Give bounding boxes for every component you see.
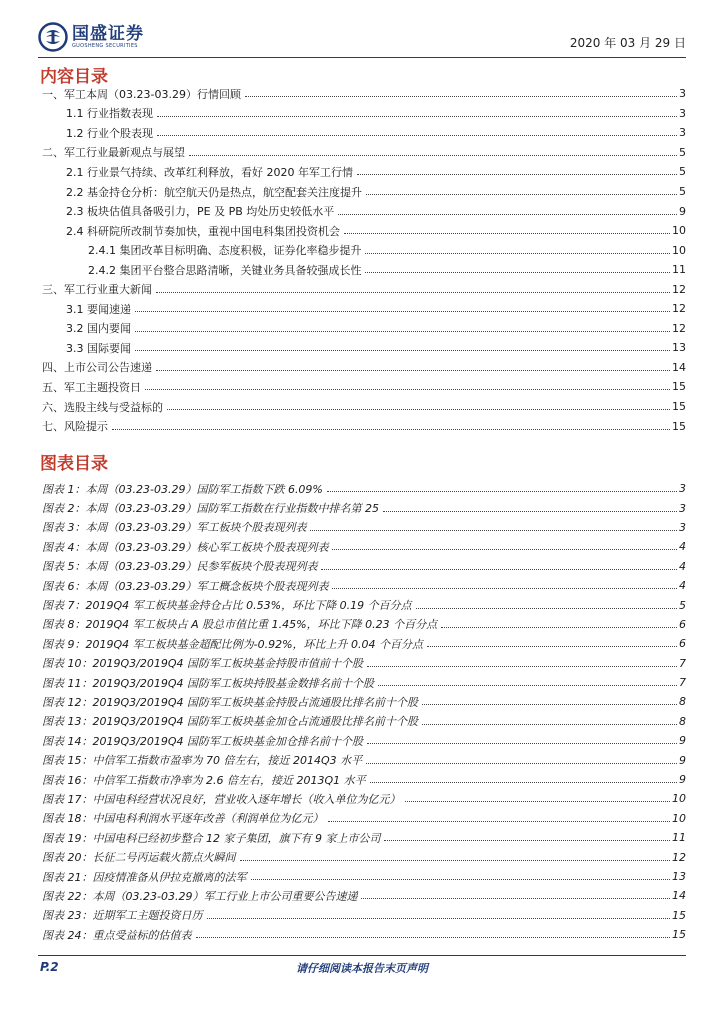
leader-dots — [135, 350, 670, 351]
page-number: P.2 — [40, 960, 59, 974]
leader-dots — [145, 389, 670, 390]
toc-item[interactable] — [40, 84, 686, 104]
toc-item-title: 2.4.2 集团平台整合思路清晰，关键业务具备较强成长性 — [88, 263, 362, 277]
footer-disclaimer: 请仔细阅读本报告末页声明 — [296, 962, 428, 975]
toc-item[interactable] — [40, 358, 686, 378]
toc-item-title: 2.4.1 集团改革目标明确、态度积极，证券化率稳步提升 — [88, 244, 362, 258]
figure-item-title: 图表 22：本周（03.23-03.29）军工行业上市公司重要公告速递 — [42, 889, 358, 903]
toc-title: 内容目录 — [40, 67, 108, 87]
toc-item-page: 10 — [672, 224, 686, 238]
figure-item-title: 图表 12：2019Q3/2019Q4 国防军工板块基金持股占流通股比排名前十个股 — [42, 695, 418, 709]
figure-item-title: 图表 10：2019Q3/2019Q4 国防军工板块基金持股市值前十个股 — [42, 657, 363, 671]
leader-dots — [378, 685, 677, 686]
figure-item-page: 7 — [679, 656, 686, 670]
report-date: 2020 年 03 月 29 日 — [569, 36, 686, 50]
figure-item-page: 3 — [679, 520, 686, 534]
leader-dots — [384, 840, 670, 841]
figure-item-page: 12 — [672, 850, 686, 864]
toc-item[interactable] — [40, 240, 686, 260]
figure-list-item[interactable] — [40, 731, 686, 750]
leader-dots — [157, 135, 677, 136]
figure-item-page: 10 — [672, 792, 686, 806]
toc-item[interactable] — [40, 123, 686, 143]
toc-item[interactable] — [40, 104, 686, 124]
leader-dots — [370, 782, 677, 783]
toc-item-title: 3.2 国内要闻 — [66, 322, 131, 336]
leader-dots — [135, 331, 670, 332]
leader-dots — [251, 879, 671, 880]
figure-item-page: 14 — [672, 889, 686, 903]
leader-dots — [367, 666, 677, 667]
toc-item-page: 5 — [679, 185, 686, 198]
toc-item-title: 3.3 国际要闻 — [66, 341, 131, 355]
figure-item-page: 4 — [679, 579, 686, 593]
leader-dots — [361, 898, 670, 899]
figure-list-item[interactable] — [40, 634, 686, 653]
toc-item[interactable] — [40, 416, 686, 436]
leader-dots — [344, 233, 670, 234]
company-logo — [38, 20, 144, 54]
leader-dots — [157, 116, 677, 117]
toc-item-title: 1.2 行业个股表现 — [66, 126, 153, 140]
leader-dots — [240, 860, 671, 861]
page-header — [38, 20, 686, 54]
leader-dots — [189, 155, 677, 156]
leader-dots — [365, 272, 670, 273]
toc-item-page: 15 — [672, 400, 686, 414]
figure-item-page: 3 — [679, 482, 686, 496]
toc-item-title: 六、选股主线与受益标的 — [42, 400, 163, 414]
toc-item[interactable] — [40, 143, 686, 163]
toc-item-page: 15 — [672, 380, 686, 394]
figure-item-title: 图表 24：重点受益标的估值表 — [42, 928, 192, 942]
toc-item[interactable] — [40, 260, 686, 280]
figure-item-title: 图表 8：2019Q4 军工板块占 A 股总市值比重 1.45%，环比下降 0.23 个百分点 — [42, 618, 438, 632]
leader-dots — [405, 801, 671, 802]
toc-item-title: 一、军工本周（03.23-03.29）行情回顾 — [42, 87, 241, 101]
figure-item-title: 图表 15：中信军工指数市盈率为 70 倍左右，接近 2014Q3 水平 — [42, 754, 363, 768]
figure-item-page: 8 — [679, 695, 686, 709]
leader-dots — [328, 821, 671, 822]
toc-item-page: 5 — [679, 145, 686, 159]
leader-dots — [156, 370, 670, 371]
toc-item-title: 2.2 基金持仓分析：航空航天仍是热点，航空配套关注度提升 — [66, 185, 362, 199]
figure-item-page: 3 — [679, 501, 686, 515]
toc-item[interactable] — [40, 338, 686, 358]
figure-list-item[interactable] — [40, 925, 686, 944]
figure-list-item[interactable] — [40, 673, 686, 692]
toc-item-page: 15 — [672, 419, 686, 433]
toc-item-page: 11 — [672, 263, 686, 277]
figure-list-item[interactable] — [40, 576, 686, 595]
toc-item-page: 12 — [672, 282, 686, 296]
figure-item-page: 4 — [679, 540, 686, 554]
toc-item-title: 1.1 行业指数表现 — [66, 107, 153, 121]
figure-item-page: 13 — [672, 870, 686, 883]
toc-item-page: 14 — [672, 360, 686, 374]
leader-dots — [366, 194, 677, 195]
figure-item-title: 图表 9：2019Q4 军工板块基金超配比例为-0.92%，环比上升 0.04 个百分点 — [42, 637, 424, 651]
logo-chinese-name: 国盛证券 — [72, 24, 144, 44]
figure-item-page: 6 — [679, 637, 686, 651]
figure-list-item[interactable] — [40, 847, 686, 866]
leader-dots — [383, 511, 677, 512]
figure-item-title: 图表 13：2019Q3/2019Q4 国防军工板块基金加仓占流通股比排名前十个股 — [42, 715, 418, 729]
toc-item[interactable] — [40, 221, 686, 241]
leader-dots — [338, 214, 677, 215]
leader-dots — [156, 292, 670, 293]
leader-dots — [332, 549, 677, 550]
header-divider — [38, 57, 686, 58]
figure-list-item[interactable] — [40, 867, 686, 886]
figure-item-title: 图表 23：近期军工主题投资日历 — [42, 909, 203, 923]
toc-item-page: 3 — [679, 87, 686, 101]
toc-item[interactable] — [40, 182, 686, 202]
toc-item[interactable] — [40, 279, 686, 299]
leader-dots — [327, 491, 677, 492]
figure-item-page: 11 — [672, 831, 686, 845]
figure-item-title: 图表 2：本周（03.23-03.29）国防军工指数在行业指数中排名第 25 — [42, 502, 379, 516]
toc-item-page: 10 — [672, 243, 686, 257]
figure-list-item[interactable] — [40, 712, 686, 731]
toc-item-page: 12 — [672, 302, 686, 316]
toc-item-title: 2.3 板块估值具备吸引力，PE 及 PB 均处历史较低水平 — [66, 205, 335, 219]
leader-dots — [207, 918, 671, 919]
leader-dots — [245, 96, 677, 97]
toc-item-page: 3 — [679, 126, 686, 140]
figure-item-title: 图表 3：本周（03.23-03.29）军工板块个股表现列表 — [42, 521, 307, 535]
leader-dots — [427, 646, 677, 647]
figure-item-page: 8 — [679, 714, 686, 728]
figure-list-item[interactable] — [40, 770, 686, 789]
logo-mark-icon — [38, 22, 68, 52]
figure-list-item[interactable] — [40, 886, 686, 905]
leader-dots — [441, 627, 677, 628]
figure-item-title: 图表 7：2019Q4 军工板块基金持仓占比 0.53%，环比下降 0.19 个百分点 — [42, 599, 412, 613]
figure-item-page: 7 — [679, 676, 686, 690]
leader-dots — [112, 429, 670, 430]
figure-item-title: 图表 4：本周（03.23-03.29）核心军工板块个股表现列表 — [42, 540, 329, 554]
leader-dots — [367, 743, 677, 744]
figure-list — [40, 479, 686, 944]
toc-item-title: 3.1 要闻速递 — [66, 302, 131, 316]
toc-item[interactable] — [40, 299, 686, 319]
figure-item-title: 图表 17：中国电科经营状况良好，营业收入逐年增长（收入单位为亿元） — [42, 792, 401, 806]
toc-item-title: 2.4 科研院所改制节奏加快，重视中国电科集团投资机会 — [66, 224, 340, 238]
figure-item-page: 15 — [672, 928, 686, 942]
toc-item[interactable] — [40, 201, 686, 221]
figure-item-title: 图表 20：长征二号丙运载火箭点火瞬间 — [42, 851, 236, 865]
figure-item-page: 9 — [679, 734, 686, 748]
toc-item[interactable] — [40, 377, 686, 397]
toc-item-title: 四、上市公司公告速递 — [42, 361, 152, 375]
toc-item-page: 5 — [679, 165, 686, 179]
figure-list-item[interactable] — [40, 595, 686, 614]
figure-item-title: 图表 21：因疫情准备从伊拉克撤离的法军 — [42, 870, 247, 884]
figure-list-item[interactable] — [40, 537, 686, 556]
logo-english-name: GUOSHENG SECURITIES — [72, 43, 138, 49]
figure-item-title: 图表 19：中国电科已经初步整合 12 家子集团，旗下有 9 家上市公司 — [42, 831, 381, 845]
figure-list-item[interactable] — [40, 750, 686, 769]
leader-dots — [321, 569, 677, 570]
toc-item-title: 七、风险提示 — [42, 420, 108, 434]
leader-dots — [366, 763, 677, 764]
toc-item[interactable] — [40, 397, 686, 417]
figure-list-item[interactable] — [40, 828, 686, 847]
toc-item-page: 3 — [679, 106, 686, 120]
leader-dots — [167, 409, 670, 410]
figure-list-item[interactable] — [40, 654, 686, 673]
figure-list-item[interactable] — [40, 906, 686, 925]
leader-dots — [196, 937, 671, 938]
toc-item[interactable] — [40, 319, 686, 339]
leader-dots — [422, 724, 677, 725]
figure-item-page: 5 — [679, 598, 686, 612]
leader-dots — [310, 530, 677, 531]
figure-list-item[interactable] — [40, 557, 686, 576]
toc-item-title: 2.1 行业景气持续、改革红利释放，看好 2020 年军工行情 — [66, 165, 353, 179]
figure-item-title: 图表 5：本周（03.23-03.29）民参军板块个股表现列表 — [42, 560, 318, 574]
figure-item-title: 图表 6：本周（03.23-03.29）军工概念板块个股表现列表 — [42, 579, 329, 593]
figure-list-item[interactable] — [40, 615, 686, 634]
figure-item-page: 15 — [672, 908, 686, 922]
figure-list-title: 图表目录 — [40, 454, 108, 474]
figure-item-title: 图表 16：中信军工指数市净率为 2.6 倍左右，接近 2013Q1 水平 — [42, 773, 366, 787]
toc-item-page: 9 — [679, 204, 686, 218]
figure-list-item[interactable] — [40, 692, 686, 711]
leader-dots — [422, 704, 677, 705]
leader-dots — [365, 253, 670, 254]
toc-list — [40, 84, 686, 436]
figure-item-page: 4 — [679, 559, 686, 573]
figure-item-title: 图表 14：2019Q3/2019Q4 国防军工板块基金加仓排名前十个股 — [42, 734, 363, 748]
toc-item-page: 13 — [672, 341, 686, 355]
figure-list-item[interactable] — [40, 789, 686, 808]
toc-item-title: 五、军工主题投资日 — [42, 380, 141, 394]
figure-item-page: 9 — [679, 753, 686, 767]
figure-list-item[interactable] — [40, 479, 686, 498]
toc-item[interactable] — [40, 162, 686, 182]
toc-item-title: 二、军工行业最新观点与展望 — [42, 146, 185, 160]
toc-item-title: 三、军工行业重大新闻 — [42, 283, 152, 297]
figure-item-title: 图表 1：本周（03.23-03.29）国防军工指数下跌 6.09% — [42, 482, 323, 496]
figure-item-title: 图表 11：2019Q3/2019Q4 国防军工板块持股基金数排名前十个股 — [42, 676, 374, 690]
figure-list-item[interactable] — [40, 809, 686, 828]
figure-item-page: 6 — [679, 617, 686, 631]
leader-dots — [135, 311, 670, 312]
figure-list-item[interactable] — [40, 518, 686, 537]
figure-item-page: 9 — [679, 773, 686, 787]
leader-dots — [416, 608, 677, 609]
toc-item-page: 12 — [672, 321, 686, 335]
footer-divider — [38, 955, 686, 956]
figure-item-title: 图表 18：中国电科利润水平逐年改善（利润单位为亿元） — [42, 812, 324, 826]
figure-item-page: 10 — [672, 811, 686, 825]
figure-list-item[interactable] — [40, 498, 686, 517]
leader-dots — [332, 588, 677, 589]
leader-dots — [357, 174, 677, 175]
